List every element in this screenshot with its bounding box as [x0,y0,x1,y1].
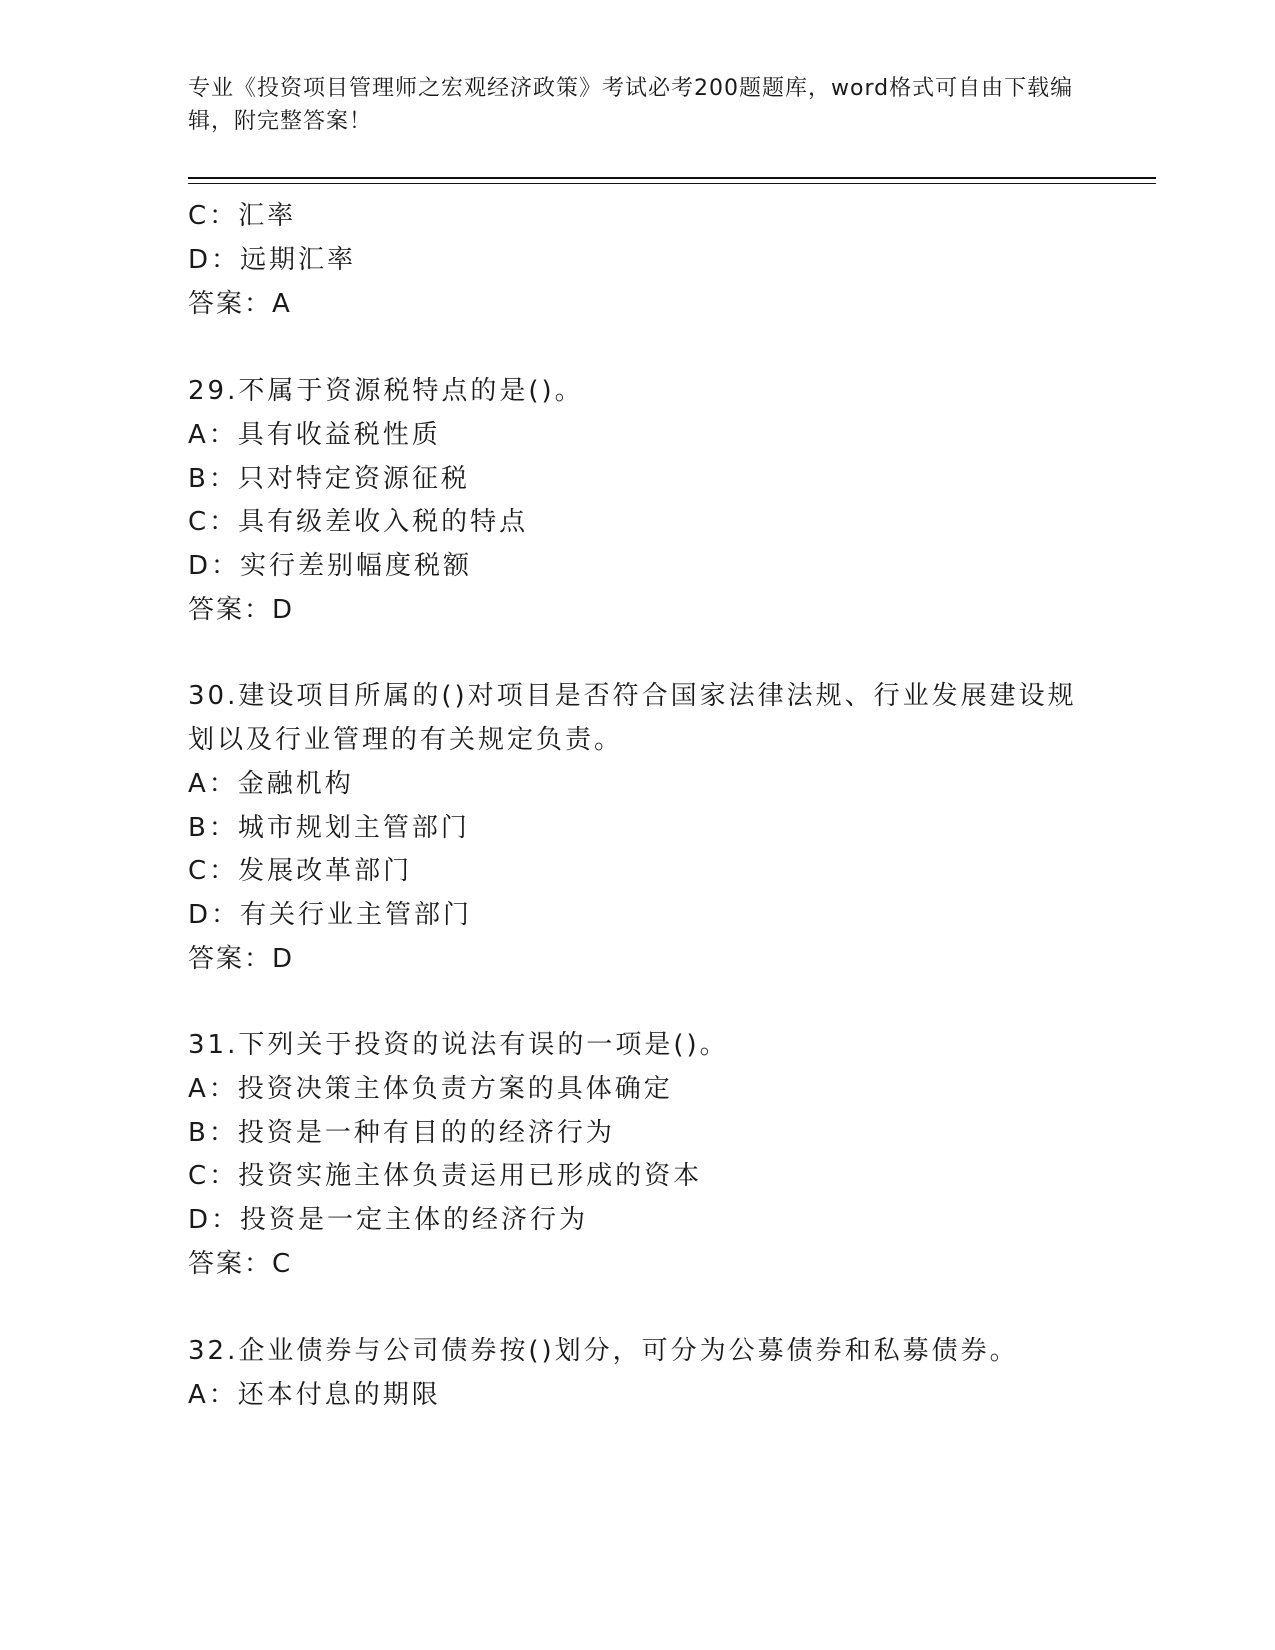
answer-label: 答案： [188,595,273,625]
q30-stem-line2: 划以及行业管理的有关规定负责。 [188,725,624,755]
header-divider-thin [188,183,1156,184]
q31-stem: 31.下列关于投资的说法有误的一项是()。 [188,1030,729,1060]
q29-stem: 29.不属于资源税特点的是()。 [188,376,584,406]
q30-option-c: C：发展改革部门 [188,856,413,886]
q29-option-d: D：实行差别幅度税额 [188,551,473,581]
answer-label: 答案： [188,944,273,974]
q30-option-a: A：金融机构 [188,769,354,799]
q30-option-d: D：有关行业主管部门 [188,900,473,930]
answer-value: C [272,1249,292,1279]
q29-answer [188,592,293,628]
q31-option-a: A：投资决策主体负责方案的具体确定 [188,1074,673,1104]
answer-label: 答案： [188,289,273,319]
q32-option-a: A：还本付息的期限 [188,1380,441,1410]
q28-option-d: D：远期汇率 [188,245,357,275]
q29-option-a: A：具有收益税性质 [188,420,441,450]
q31-option-b: B：投资是一种有目的的经济行为 [188,1118,615,1148]
q29-option-b: B：只对特定资源征税 [188,464,470,494]
answer-label: 答案： [188,1249,273,1279]
q30-stem-line1: 30.建设项目所属的()对项目是否符合国家法律法规、行业发展建设规 [188,681,1077,711]
q31-option-c: C：投资实施主体负责运用已形成的资本 [188,1161,703,1191]
header-divider-thick [188,177,1156,179]
answer-value: D [272,595,294,625]
q31-answer [188,1246,291,1282]
q30-answer [188,941,293,977]
q28-option-c: C：汇率 [188,201,297,231]
q29-option-c: C：具有级差收入税的特点 [188,507,529,537]
answer-value: D [272,944,294,974]
q31-option-d: D：投资是一定主体的经济行为 [188,1205,589,1235]
q32-stem: 32.企业债券与公司债券按()划分，可分为公募债券和私募债券。 [188,1336,1019,1366]
q30-option-b: B：城市规划主管部门 [188,813,470,843]
document-header: 专业《投资项目管理师之宏观经济政策》考试必考200题题库，word格式可自由下载编辑，附完整答案！ [188,76,1074,134]
answer-value: A [272,289,291,319]
q28-answer [188,286,291,322]
